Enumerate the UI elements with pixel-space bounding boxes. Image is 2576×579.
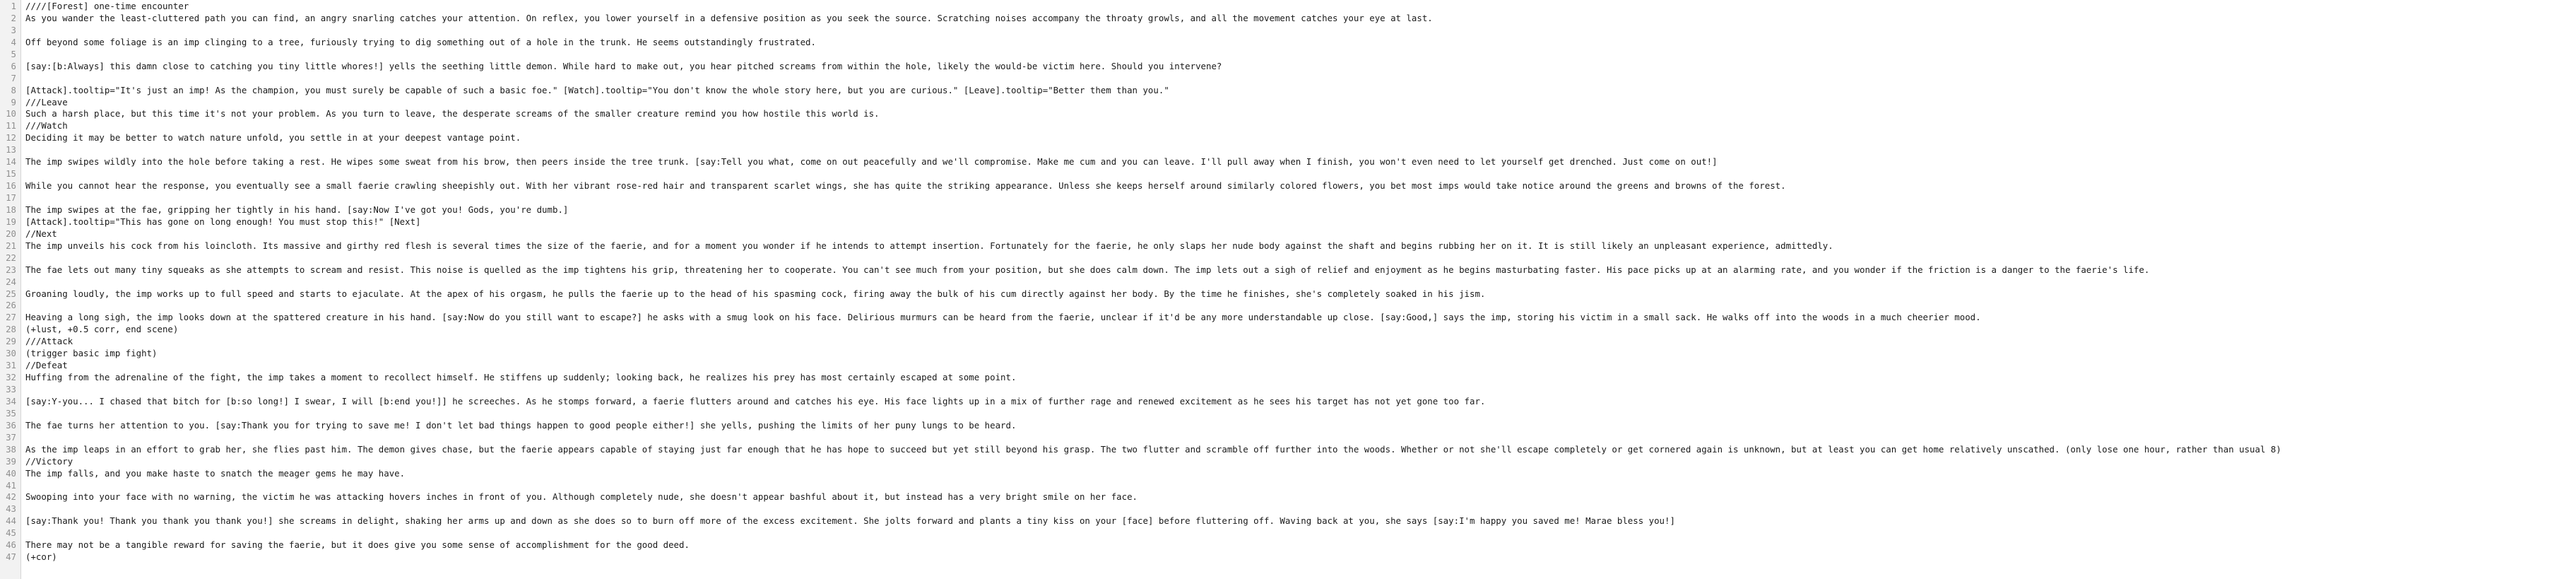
text-line[interactable] — [25, 480, 2576, 492]
text-line[interactable]: (+lust, +0.5 corr, end scene) — [25, 324, 179, 335]
text-line[interactable]: While you cannot hear the response, you eventually see a small faerie crawling sheepishly out. With her vibrant rose-red hair and transparent scarlet wings, she has quite the striking appearance. Unless she keeps herself around similarly colored flowers, you bet most imps would take notice around the greens and browns of the forest. — [25, 180, 1786, 192]
line-number-gutter — [0, 0, 21, 579]
text-line[interactable]: The imp swipes wildly into the hole before taking a rest. He wipes some sweat from his brow, then peers inside the tree trunk. [say:Tell you what, come on out peacefully and we'll compromise. Make me cum and you can leave. I'll pull away when I finish, you won't even need to let yourself get drenched. Just come on out!] — [25, 156, 1718, 168]
line-number: 3 — [11, 24, 16, 35]
line-number: 34 — [6, 395, 16, 407]
editor-content[interactable] — [21, 0, 2576, 579]
text-line[interactable]: [say:Thank you! Thank you thank you thank you!] she screams in delight, shaking her arms up and down as she does so to burn off more of the excess excitement. She jolts forward and plants a tiny kiss on your [face] before fluttering off. Waving back at you, she says [say:I'm happy you saved me! Marae bless you!] — [25, 515, 1675, 527]
line-number: 40 — [6, 467, 16, 479]
line-number: 46 — [6, 539, 16, 551]
line-number: 9 — [11, 96, 16, 107]
text-line[interactable]: ///Leave — [25, 96, 68, 107]
text-line[interactable]: ///Attack — [25, 336, 73, 347]
line-number: 22 — [6, 252, 16, 263]
line-number: 2 — [11, 12, 16, 23]
line-number: 20 — [6, 228, 16, 239]
line-number: 13 — [6, 144, 16, 156]
text-line[interactable]: Off beyond some foliage is an imp clinging to a tree, furiously trying to dig something out of a hole in the trunk. He seems outstandingly frustrated. — [25, 36, 816, 47]
line-number: 39 — [6, 455, 16, 467]
line-number: 33 — [6, 384, 16, 394]
line-number: 44 — [6, 515, 16, 527]
line-number: 23 — [6, 264, 16, 275]
line-number: 24 — [6, 276, 16, 287]
text-line[interactable] — [25, 384, 2576, 396]
line-number: 1 — [11, 1, 16, 11]
line-number: 8 — [11, 84, 16, 95]
line-number: 29 — [6, 336, 16, 347]
text-line[interactable]: Such a harsh place, but this time it's not your problem. As you turn to leave, the desperate screams of the smaller creature remind you how hostile this world is. — [25, 108, 880, 119]
text-line[interactable]: ////[Forest] one-time encounter — [25, 1, 189, 11]
text-line[interactable]: The imp falls, and you make haste to snatch the meager gems he may have. — [25, 467, 406, 479]
text-line[interactable]: (trigger basic imp fight) — [25, 348, 158, 359]
line-number: 18 — [6, 204, 16, 215]
text-line[interactable] — [25, 527, 2576, 539]
text-line[interactable] — [25, 25, 2576, 37]
text-line[interactable] — [25, 73, 2576, 85]
line-number: 5 — [11, 48, 16, 59]
line-number: 6 — [11, 60, 16, 71]
text-line[interactable]: Groaning loudly, the imp works up to full speed and starts to ejaculate. At the apex of his orgasm, he pulls the faerie up to the head of his spasming cock, firing away the bulk of his cum directly against her body. By the time he finishes, she's completely soaked in his jism. — [25, 288, 1486, 299]
text-line[interactable] — [25, 503, 2576, 515]
text-line[interactable] — [25, 192, 2576, 204]
line-number: 19 — [6, 216, 16, 227]
line-number: 25 — [6, 288, 16, 299]
text-line[interactable]: (+cor) — [25, 551, 57, 563]
text-line[interactable]: There may not be a tangible reward for saving the faerie, but it does give you some sense of accomplishment for the good deed. — [25, 539, 690, 551]
line-number: 15 — [6, 168, 16, 180]
text-line[interactable]: As the imp leaps in an effort to grab her, she flies past him. The demon gives chase, but the faerie appears capable of staying just far enough that he has hope to succeed but yet still beyond his grasp. The two flutter and scramble off further into the woods. Whether or not she'll escape completely or get cornered again is unknown, but at least you can get home relatively unscathed. (only lose one hour, rather than usual 8) — [25, 443, 2281, 455]
line-number: 17 — [6, 192, 16, 203]
text-line[interactable]: Deciding it may be better to watch nature unfold, you settle in at your deepest vantage point. — [25, 132, 521, 144]
text-line[interactable]: //Victory — [25, 455, 73, 467]
text-line[interactable]: The imp unveils his cock from his loincloth. Its massive and girthy red flesh is several times the size of the faerie, and for a moment you wonder if he intends to attempt insertion. Fortunately for the faerie, he only slaps her nude body against the shaft and begins rubbing her on it. It is still likely an unpleasant experience, admittedly. — [25, 240, 1833, 251]
text-line[interactable]: Huffing from the adrenaline of the fight, the imp takes a moment to recollect himself. He stiffens up suddenly; looking back, he realizes his prey has most certainly escaped at some point. — [25, 372, 1017, 383]
text-line[interactable]: The fae turns her attention to you. [say:Thank you for trying to save me! I don't let bad things happen to good people either!] she yells, pushing the limits of her puny lungs to be heard. — [25, 419, 1017, 431]
text-line[interactable] — [25, 300, 2576, 312]
text-line[interactable]: Heaving a long sigh, the imp looks down at the spattered creature in his hand. [say:Now do you still want to escape?] he asks with a smug look on his face. Delirious murmurs can be heard from the faerie, unclear if it'd be any more understandable up close. [say:Good,] says the imp, storing his victim in a small sack. He walks off into the woods in a much cheerier mood. — [25, 312, 1981, 323]
line-number: 41 — [6, 479, 16, 491]
text-line[interactable]: The fae lets out many tiny squeaks as she attempts to scream and resist. This noise is quelled as the imp tightens his grip, threatening her to cooperate. You can't see much from your position, but she does calm down. The imp lets out a sigh of relief and enjoyment as he begins masturbating faster. His pace picks up at an alarming rate, and you wonder if the friction is a danger to the faerie's life. — [25, 264, 2150, 275]
line-number: 14 — [6, 156, 16, 168]
text-line[interactable]: As you wander the least-cluttered path you can find, an angry snarling catches your attention. On reflex, you lower yourself in a defensive position as you seek the source. Scratching noises accompany the throaty growls, and all the movement catches your eye at last. — [25, 12, 1433, 23]
line-number: 16 — [6, 180, 16, 192]
text-line[interactable]: [Attack].tooltip="It's just an imp! As the champion, you must surely be capable of such a basic foe." [Watch].tooltip="You don't know the whole story here, but you are curious." [Leave].tooltip="Better them than you." — [25, 84, 1169, 95]
text-line[interactable] — [25, 49, 2576, 61]
text-line[interactable]: //Next — [25, 228, 57, 239]
text-line[interactable]: [say:Y-you... I chased that bitch for [b:so long!] I swear, I will [b:end you!]] he screeches. As he stomps forward, a faerie flutters around and catches his eye. His face lights up in a mix of further rage and renewed excitement as he sees his target has not yet gone too far. — [25, 395, 1486, 407]
text-line[interactable] — [25, 276, 2576, 288]
line-number: 11 — [6, 120, 16, 131]
line-number: 36 — [6, 419, 16, 431]
line-number: 37 — [6, 431, 16, 443]
line-number: 35 — [6, 407, 16, 419]
text-line[interactable] — [25, 252, 2576, 264]
line-number: 10 — [6, 108, 16, 119]
text-line[interactable]: //Defeat — [25, 360, 68, 371]
text-line[interactable]: ///Watch — [25, 120, 68, 131]
line-number: 21 — [6, 240, 16, 251]
text-line[interactable]: Swooping into your face with no warning, the victim he was attacking hovers inches in front of you. Although completely nude, she doesn't appear bashful about it, but instead has a very bright smile on her face. — [25, 491, 1138, 503]
line-number: 27 — [6, 312, 16, 323]
line-number: 7 — [11, 72, 16, 83]
text-line[interactable]: [say:[b:Always] this damn close to catching you tiny little whores!] yells the seething little demon. While hard to make out, you hear pitched screams from within the hole, likely the would-be victim here. Should you intervene? — [25, 60, 1222, 71]
line-number: 47 — [6, 551, 16, 563]
line-number: 28 — [6, 324, 16, 335]
line-number: 42 — [6, 491, 16, 503]
line-number: 26 — [6, 300, 16, 311]
text-line[interactable]: The imp swipes at the fae, gripping her tightly in his hand. [say:Now I've got you! Gods, you're dumb.] — [25, 204, 569, 215]
line-number: 4 — [11, 36, 16, 47]
line-number: 45 — [6, 527, 16, 539]
text-line[interactable]: [Attack].tooltip="This has gone on long enough! You must stop this!" [Next] — [25, 216, 421, 227]
line-number: 32 — [6, 372, 16, 383]
line-number: 12 — [6, 132, 16, 144]
line-number: 31 — [6, 360, 16, 371]
line-number: 43 — [6, 503, 16, 515]
text-line[interactable] — [25, 144, 2576, 156]
text-line[interactable] — [25, 408, 2576, 420]
line-number: 38 — [6, 443, 16, 455]
text-line[interactable] — [25, 432, 2576, 444]
text-line[interactable] — [25, 168, 2576, 180]
line-number: 30 — [6, 348, 16, 359]
